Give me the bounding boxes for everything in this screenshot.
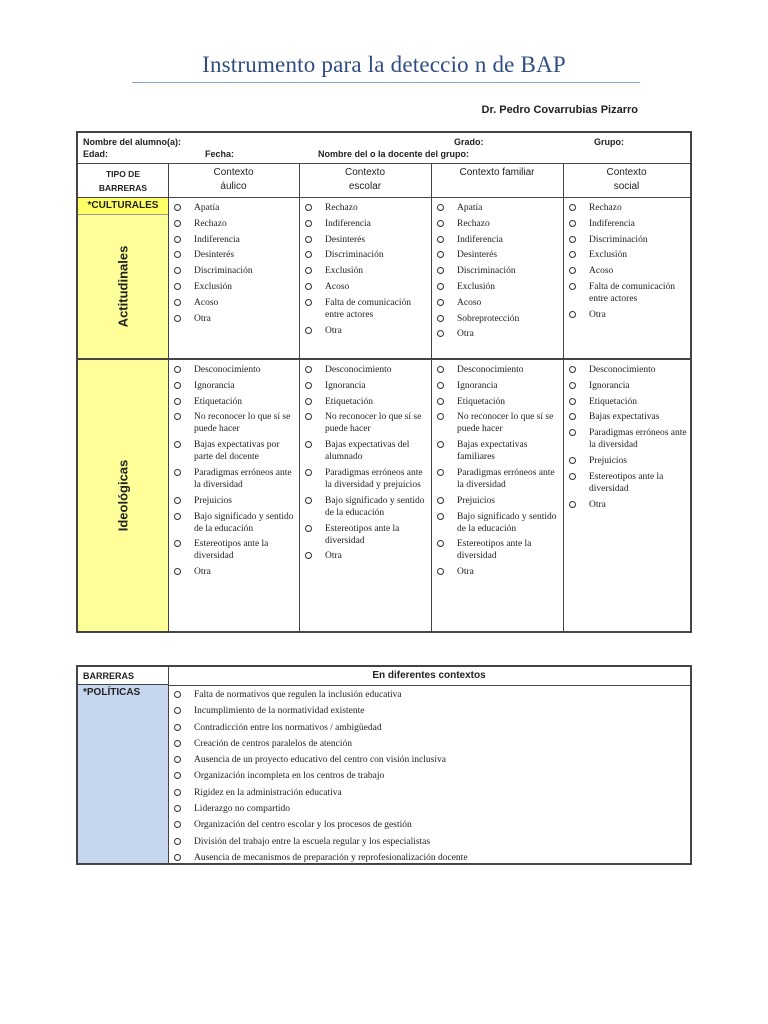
radio-circle-icon[interactable] <box>437 236 444 243</box>
checklist-option[interactable] <box>174 281 296 293</box>
radio-circle-icon[interactable] <box>305 441 312 448</box>
checklist-option[interactable] <box>437 313 560 325</box>
option-label: Estereotipos ante la diversidad <box>589 471 664 494</box>
checklist-option[interactable] <box>305 467 428 491</box>
radio-circle-icon[interactable] <box>174 854 181 861</box>
radio-circle-icon[interactable] <box>174 366 181 373</box>
option-label: Exclusión <box>325 266 363 277</box>
option-label: Etiquetación <box>589 396 638 407</box>
checklist-option[interactable] <box>305 265 428 277</box>
checklist-option[interactable] <box>437 538 560 562</box>
option-label: Otra <box>457 329 474 340</box>
column-divider <box>168 667 169 863</box>
option-label: Apatía <box>194 203 220 213</box>
option-label: Bajas expectativas familiares <box>457 440 528 463</box>
option-label: Organización incompleta en los centros de trabajo <box>194 771 385 782</box>
contexts-header: En diferentes contextos <box>168 667 690 686</box>
radio-circle-icon[interactable] <box>305 497 312 504</box>
checklist-option[interactable] <box>174 467 296 491</box>
checklist-option[interactable] <box>174 439 296 463</box>
teacher-name-field[interactable]: Nombre del o la docente del grupo: <box>318 149 470 159</box>
radio-circle-icon[interactable] <box>569 236 576 243</box>
option-label: Otra <box>325 325 342 336</box>
checklist-option[interactable] <box>437 495 560 507</box>
radio-circle-icon[interactable] <box>174 299 181 306</box>
date-field[interactable]: Fecha: <box>205 149 235 159</box>
option-label: Ignorancia <box>457 380 498 391</box>
option-label: Exclusión <box>457 281 495 292</box>
checklist-option[interactable] <box>437 328 560 340</box>
checklist-option[interactable] <box>569 455 687 467</box>
radio-circle-icon[interactable] <box>305 469 312 476</box>
checklist-option[interactable] <box>174 364 296 376</box>
option-label: Discriminación <box>589 234 648 245</box>
radio-circle-icon[interactable] <box>437 251 444 258</box>
political-barrier-list <box>174 689 686 868</box>
student-name-field[interactable]: Nombre del alumno(a): <box>83 137 182 147</box>
option-label: Sobreprotección <box>457 313 520 324</box>
option-label: Estereotipos ante la diversidad <box>325 523 400 546</box>
column-header-social: Contexto social <box>563 163 690 198</box>
document-title: Instrumento para la deteccio n de BAP <box>202 52 566 77</box>
checklist-option[interactable] <box>437 202 560 214</box>
checklist-option[interactable] <box>174 705 686 717</box>
radio-circle-icon[interactable] <box>305 382 312 389</box>
option-label: Desinterés <box>457 250 498 261</box>
checklist-option[interactable] <box>569 396 687 408</box>
checklist-option[interactable] <box>174 538 296 562</box>
option-label: Indiferencia <box>589 218 635 229</box>
checklist-option[interactable] <box>305 396 428 408</box>
checklist-option[interactable] <box>569 234 687 246</box>
title-underline <box>132 82 640 83</box>
cell-ideologicas-familiar <box>431 364 563 582</box>
radio-circle-icon[interactable] <box>174 691 181 698</box>
option-label: Incumplimiento de la normatividad existente <box>194 706 365 717</box>
radio-circle-icon[interactable] <box>437 220 444 227</box>
option-label: Prejuicios <box>194 495 232 506</box>
checklist-option[interactable] <box>437 218 560 230</box>
checklist-option[interactable] <box>437 249 560 261</box>
cell-actitudinales-escolar <box>299 202 431 340</box>
checklist-option[interactable] <box>174 689 686 701</box>
radio-circle-icon[interactable] <box>305 236 312 243</box>
row-label-actitudinales: Actitudinales <box>115 245 131 327</box>
option-label: Indiferencia <box>194 234 240 245</box>
radio-circle-icon[interactable] <box>437 315 444 322</box>
radio-circle-icon[interactable] <box>305 327 312 334</box>
radio-circle-icon[interactable] <box>174 789 181 796</box>
radio-circle-icon[interactable] <box>437 398 444 405</box>
radio-circle-icon[interactable] <box>174 724 181 731</box>
radio-circle-icon[interactable] <box>174 838 181 845</box>
option-label: Desconocimiento <box>194 365 261 375</box>
checklist-option[interactable] <box>174 511 296 535</box>
checklist-option[interactable] <box>437 396 560 408</box>
author-name: Dr. Pedro Covarrubias Pizarro <box>481 104 638 116</box>
radio-circle-icon[interactable] <box>174 772 181 779</box>
checklist-option[interactable] <box>437 439 560 463</box>
checklist-option[interactable] <box>305 325 428 337</box>
option-label: Acoso <box>325 281 350 292</box>
radio-circle-icon[interactable] <box>569 267 576 274</box>
radio-circle-icon[interactable] <box>174 315 181 322</box>
column-header-aulico: Contexto áulico <box>168 163 299 198</box>
cell-ideologicas-social <box>563 364 690 514</box>
option-label: Rechazo <box>325 203 358 213</box>
radio-circle-icon[interactable] <box>174 382 181 389</box>
column-header-familiar: Contexto familiar <box>431 163 563 198</box>
radio-circle-icon[interactable] <box>437 283 444 290</box>
option-label: Otra <box>325 551 342 562</box>
checklist-option[interactable] <box>174 313 296 325</box>
radio-circle-icon[interactable] <box>174 220 181 227</box>
row-label-ideologicas: Ideológicas <box>115 459 131 532</box>
radio-circle-icon[interactable] <box>174 756 181 763</box>
political-barriers-table <box>76 665 692 865</box>
option-label: Falta de comunicación entre actores <box>589 281 675 304</box>
radio-circle-icon[interactable] <box>437 497 444 504</box>
radio-circle-icon[interactable] <box>437 413 444 420</box>
radio-circle-icon[interactable] <box>305 398 312 405</box>
checklist-option[interactable] <box>174 234 296 246</box>
radio-circle-icon[interactable] <box>569 457 576 464</box>
radio-circle-icon[interactable] <box>174 236 181 243</box>
checklist-option[interactable] <box>305 380 428 392</box>
option-label: Desinterés <box>325 234 366 245</box>
option-label: No reconocer lo que sí se puede hacer <box>457 412 554 435</box>
option-label: Bajo significado y sentido de la educación <box>457 511 557 534</box>
checklist-option[interactable] <box>569 380 687 392</box>
option-label: Desconocimiento <box>325 365 392 375</box>
option-label: Falta de comunicación entre actores <box>325 297 411 320</box>
option-label: Indiferencia <box>325 218 371 229</box>
radio-circle-icon[interactable] <box>569 220 576 227</box>
radio-circle-icon[interactable] <box>174 469 181 476</box>
checklist-option[interactable] <box>174 754 686 766</box>
checklist-option[interactable] <box>569 471 687 495</box>
age-field[interactable]: Edad: <box>83 149 109 159</box>
radio-circle-icon[interactable] <box>569 251 576 258</box>
checklist-option[interactable] <box>569 499 687 511</box>
checklist-option[interactable] <box>569 364 687 376</box>
checklist-option[interactable] <box>569 427 687 451</box>
radio-circle-icon[interactable] <box>569 413 576 420</box>
radio-circle-icon[interactable] <box>174 283 181 290</box>
option-label: Desinterés <box>194 250 235 261</box>
option-label: Discriminación <box>457 266 516 277</box>
radio-circle-icon[interactable] <box>569 501 576 508</box>
option-label: Bajo significado y sentido de la educación <box>194 511 294 534</box>
radio-circle-icon[interactable] <box>174 497 181 504</box>
option-label: No reconocer lo que sí se puede hacer <box>325 412 422 435</box>
column-header-escolar: Contexto escolar <box>299 163 431 198</box>
option-label: Ausencia de mecanismos de preparación y reprofesionalización docente <box>194 852 468 863</box>
option-label: Creación de centros paralelos de atención <box>194 738 352 749</box>
checklist-option[interactable] <box>437 234 560 246</box>
checklist-option[interactable] <box>305 234 428 246</box>
option-label: Liderazgo no compartido <box>194 804 291 815</box>
option-label: Ignorancia <box>194 380 235 391</box>
checklist-option[interactable] <box>174 411 296 435</box>
option-label: Estereotipos ante la diversidad <box>194 539 269 562</box>
checklist-option[interactable] <box>174 819 686 831</box>
radio-circle-icon[interactable] <box>437 267 444 274</box>
radio-circle-icon[interactable] <box>569 366 576 373</box>
radio-circle-icon[interactable] <box>569 204 576 211</box>
row-divider <box>78 358 690 360</box>
checklist-option[interactable] <box>174 249 296 261</box>
radio-circle-icon[interactable] <box>174 513 181 520</box>
option-label: No reconocer lo que sí se puede hacer <box>194 412 291 435</box>
option-label: Paradigmas erróneos ante la diversidad <box>194 467 292 490</box>
radio-circle-icon[interactable] <box>437 441 444 448</box>
checklist-option[interactable] <box>437 566 560 578</box>
radio-circle-icon[interactable] <box>305 283 312 290</box>
radio-circle-icon[interactable] <box>174 204 181 211</box>
barrier-type-header: TIPO DE BARRERAS <box>78 163 168 198</box>
checklist-option[interactable] <box>174 396 296 408</box>
option-label: Falta de normativos que regulen la inclusión educativa <box>194 690 402 700</box>
checklist-option[interactable] <box>569 309 687 321</box>
checklist-option[interactable] <box>305 439 428 463</box>
option-label: Otra <box>194 567 211 578</box>
radio-circle-icon[interactable] <box>174 413 181 420</box>
radio-circle-icon[interactable] <box>305 525 312 532</box>
group-field[interactable]: Grupo: <box>594 137 624 147</box>
option-label: Bajo significado y sentido de la educación <box>325 495 425 518</box>
cultural-category-label: *CULTURALES <box>78 198 168 215</box>
student-info-header <box>78 133 690 164</box>
option-label: Otra <box>457 567 474 578</box>
checklist-option[interactable] <box>174 803 686 815</box>
option-label: Ausencia de un proyecto educativo del centro con visión inclusiva <box>194 755 446 766</box>
cultural-barriers-table <box>76 131 692 633</box>
barriers-header: BARRERAS <box>78 667 168 685</box>
radio-circle-icon[interactable] <box>174 540 181 547</box>
checklist-option[interactable] <box>174 495 296 507</box>
checklist-option[interactable] <box>569 265 687 277</box>
option-label: Organización del centro escolar y los procesos de gestión <box>194 820 412 831</box>
checklist-option[interactable] <box>569 411 687 423</box>
option-label: Rigidez en la administración educativa <box>194 787 342 798</box>
radio-circle-icon[interactable] <box>174 805 181 812</box>
option-label: Acoso <box>457 297 482 308</box>
radio-circle-icon[interactable] <box>305 366 312 373</box>
checklist-option[interactable] <box>174 566 296 578</box>
checklist-option[interactable] <box>569 218 687 230</box>
radio-circle-icon[interactable] <box>437 540 444 547</box>
cell-ideologicas-aulico <box>168 364 299 582</box>
option-label: Exclusión <box>194 281 232 292</box>
checklist-option[interactable] <box>569 249 687 261</box>
option-label: Prejuicios <box>589 455 627 466</box>
option-label: Etiquetación <box>194 396 243 407</box>
option-label: Paradigmas erróneos ante la diversidad <box>457 467 555 490</box>
checklist-option[interactable] <box>437 281 560 293</box>
radio-circle-icon[interactable] <box>174 568 181 575</box>
option-label: División del trabajo entre la escuela regular y los especialistas <box>194 836 431 847</box>
checklist-option[interactable] <box>305 523 428 547</box>
option-label: Prejuicios <box>457 495 495 506</box>
radio-circle-icon[interactable] <box>437 299 444 306</box>
radio-circle-icon[interactable] <box>174 707 181 714</box>
checklist-option[interactable] <box>174 202 296 214</box>
radio-circle-icon[interactable] <box>437 204 444 211</box>
option-label: Otra <box>589 499 606 510</box>
radio-circle-icon[interactable] <box>569 311 576 318</box>
option-label: Acoso <box>194 297 219 308</box>
option-label: Paradigmas erróneos ante la diversidad <box>589 428 687 451</box>
checklist-option[interactable] <box>305 202 428 214</box>
option-label: Desconocimiento <box>589 365 656 375</box>
radio-circle-icon[interactable] <box>437 513 444 520</box>
radio-circle-icon[interactable] <box>305 299 312 306</box>
radio-circle-icon[interactable] <box>174 740 181 747</box>
checklist-option[interactable] <box>174 770 686 782</box>
option-label: Etiquetación <box>457 396 506 407</box>
radio-circle-icon[interactable] <box>437 568 444 575</box>
radio-circle-icon[interactable] <box>305 413 312 420</box>
checklist-option[interactable] <box>174 787 686 799</box>
checklist-option[interactable] <box>305 495 428 519</box>
cell-actitudinales-aulico <box>168 202 299 328</box>
radio-circle-icon[interactable] <box>174 267 181 274</box>
checklist-option[interactable] <box>305 364 428 376</box>
option-label: Rechazo <box>589 203 622 213</box>
radio-circle-icon[interactable] <box>569 398 576 405</box>
grade-field[interactable]: Grado: <box>454 137 484 147</box>
option-label: Contradicción entre los normativos / ambigüedad <box>194 722 382 733</box>
option-label: Indiferencia <box>457 234 503 245</box>
checklist-option[interactable] <box>437 297 560 309</box>
checklist-option[interactable] <box>437 364 560 376</box>
checklist-option[interactable] <box>305 249 428 261</box>
checklist-option[interactable] <box>437 467 560 491</box>
political-category-label: *POLÍTICAS <box>83 687 141 698</box>
option-label: Rechazo <box>457 218 490 229</box>
option-label: Otra <box>589 309 606 320</box>
checklist-option[interactable] <box>569 202 687 214</box>
option-label: Estereotipos ante la diversidad <box>457 539 532 562</box>
checklist-option[interactable] <box>437 511 560 535</box>
option-label: Exclusión <box>589 250 627 261</box>
radio-circle-icon[interactable] <box>305 204 312 211</box>
checklist-option[interactable] <box>174 297 296 309</box>
checklist-option[interactable] <box>305 411 428 435</box>
checklist-option[interactable] <box>569 281 687 305</box>
checklist-option[interactable] <box>174 380 296 392</box>
checklist-option[interactable] <box>174 218 296 230</box>
checklist-option[interactable] <box>305 297 428 321</box>
checklist-option[interactable] <box>174 738 686 750</box>
option-label: Ignorancia <box>589 380 630 391</box>
option-label: Bajas expectativas <box>589 412 660 423</box>
radio-circle-icon[interactable] <box>437 330 444 337</box>
cell-actitudinales-social <box>563 202 690 325</box>
checklist-option[interactable] <box>437 380 560 392</box>
cell-ideologicas-escolar <box>299 364 431 566</box>
option-label: Paradigmas erróneos ante la diversidad y prejuicios <box>325 467 423 490</box>
option-label: Acoso <box>589 266 614 277</box>
option-label: Ignorancia <box>325 380 366 391</box>
option-label: Desconocimiento <box>457 365 524 375</box>
option-label: Etiquetación <box>325 396 374 407</box>
checklist-option[interactable] <box>174 836 686 848</box>
radio-circle-icon[interactable] <box>437 366 444 373</box>
checklist-option[interactable] <box>174 722 686 734</box>
option-label: Otra <box>194 313 211 324</box>
radio-circle-icon[interactable] <box>437 469 444 476</box>
radio-circle-icon[interactable] <box>569 283 576 290</box>
radio-circle-icon[interactable] <box>174 251 181 258</box>
radio-circle-icon[interactable] <box>437 382 444 389</box>
radio-circle-icon[interactable] <box>569 429 576 436</box>
checklist-option[interactable] <box>437 265 560 277</box>
checklist-option[interactable] <box>305 281 428 293</box>
option-label: Rechazo <box>194 218 227 229</box>
checklist-option[interactable] <box>437 411 560 435</box>
checklist-option[interactable] <box>305 218 428 230</box>
cell-actitudinales-familiar <box>431 202 563 344</box>
radio-circle-icon[interactable] <box>174 398 181 405</box>
option-label: Discriminación <box>194 266 253 277</box>
politicas-side-panel <box>78 685 168 863</box>
radio-circle-icon[interactable] <box>174 821 181 828</box>
radio-circle-icon[interactable] <box>569 382 576 389</box>
checklist-option[interactable] <box>174 852 686 864</box>
option-label: Bajas expectativas por parte del docente <box>194 440 280 463</box>
radio-circle-icon[interactable] <box>305 267 312 274</box>
radio-circle-icon[interactable] <box>305 220 312 227</box>
option-label: Discriminación <box>325 250 384 261</box>
option-label: Bajas expectativas del alumnado <box>325 440 410 463</box>
radio-circle-icon[interactable] <box>569 473 576 480</box>
radio-circle-icon[interactable] <box>305 251 312 258</box>
checklist-option[interactable] <box>305 550 428 562</box>
radio-circle-icon[interactable] <box>305 552 312 559</box>
option-label: Apatía <box>457 203 483 213</box>
radio-circle-icon[interactable] <box>174 441 181 448</box>
checklist-option[interactable] <box>174 265 296 277</box>
